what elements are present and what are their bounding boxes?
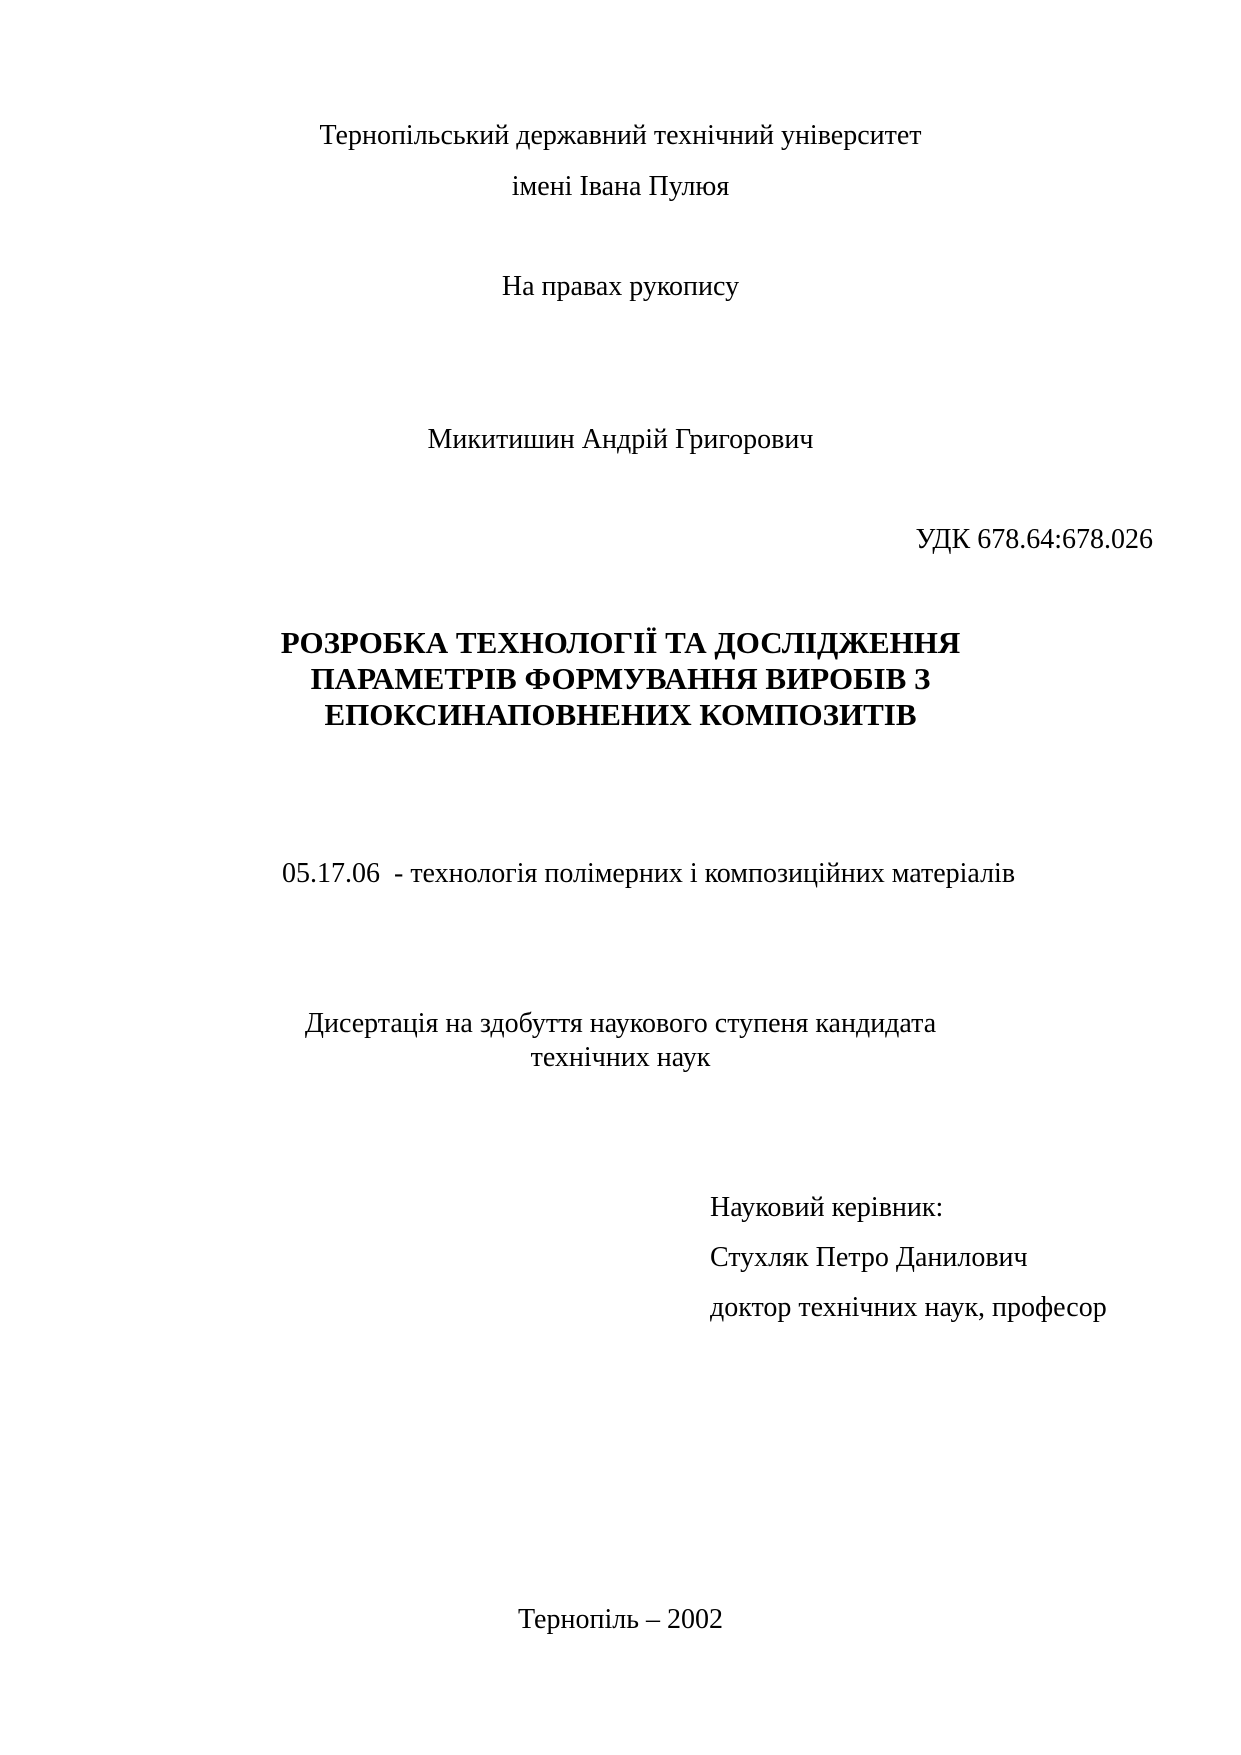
title-line-2: ПАРАМЕТРІВ ФОРМУВАННЯ ВИРОБІВ З xyxy=(310,661,931,696)
place-year: Тернопіль – 2002 xyxy=(518,1604,723,1635)
degree-statement xyxy=(0,1007,1241,1075)
title-line-3: ЕПОКСИНАПОВНЕНИХ КОМПОЗИТІВ xyxy=(324,697,917,732)
title-line-1: РОЗРОБКА ТЕХНОЛОГІЇ ТА ДОСЛІДЖЕННЯ xyxy=(280,625,961,660)
university-name-line2: імені Івана Пулюя xyxy=(511,171,730,202)
supervisor-label: Науковий керівник: xyxy=(710,1192,944,1223)
degree-line-2: технічних наук xyxy=(530,1042,711,1073)
supervisor-title: доктор технічних наук, професор xyxy=(710,1292,1107,1323)
specialty-code: 05.17.06 - технологія полімерних і композиційних матеріалів xyxy=(282,858,1016,889)
manuscript-note: На правах рукопису xyxy=(501,271,740,302)
supervisor-name: Стухляк Петро Данилович xyxy=(710,1242,1028,1273)
university-name: Тернопільський державний технічний університет xyxy=(319,120,922,151)
udc-code: УДК 678.64:678.026 xyxy=(915,524,1153,555)
author-name: Микитишин Андрій Григорович xyxy=(427,424,814,455)
degree-line-1: Дисертація на здобуття наукового ступеня кандидата xyxy=(304,1008,937,1039)
supervisor-block xyxy=(710,1183,1107,1333)
dissertation-title xyxy=(0,625,1241,733)
